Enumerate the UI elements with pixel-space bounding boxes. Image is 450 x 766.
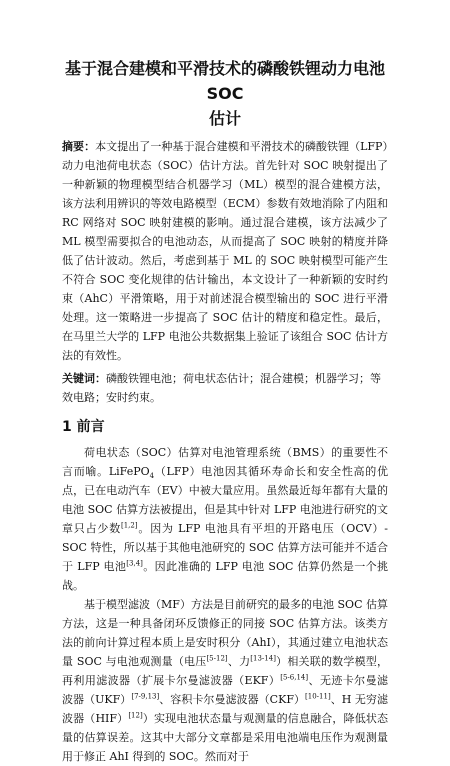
para2-text-c: ）相关联的数学模型，再利用滤波器（扩展卡尔曼滤波器（EKF） — [62, 655, 389, 687]
para2-text-f: 、H 无穷滤波器（HIF） — [62, 693, 389, 725]
body-paragraph-1 — [62, 443, 388, 595]
abstract-text: 本文提出了一种基于混合建模和平滑技术的磷酸铁锂（LFP）动力电池荷电状态（SOC）估计方法。首先针对 SOC 映射提出了一种新颖的物理模型结合机器学习（ML）模型的混合建模方法，该方法利用辨识的等效电路模型（ECM）参数有效地消除了内阻和 RC 网络对 SOC 映射建模的影响。通过混合建模，该方法减少了 ML 模型需要拟合的电池动态，从而提高了 SOC 映射的精度并降低了估计波动。然后，考虑到基于 ML 的 SOC 映射模型可能产生不符合 SOC 变化规律的估计输出，本文设计了一种新颖的安时约束（AhC）平滑策略，用于对前述混合模型输出的 SOC 进行平滑处理。这一策略进一步提高了 SOC 估计的精度和稳定性。最后，在马里兰大学的 LFP 电池公共数据集上验证了该组合 SOC 估计方法的有效性。 — [62, 140, 388, 362]
title-line-1: 基于混合建模和平滑技术的磷酸铁锂动力电池 SOC — [64, 59, 385, 103]
para1-text-c: 。因为 LFP 电池具有平坦的开路电压（OCV）-SOC 特性，所以基于其他电池研究的 SOC 估算方法可能并不适合于 LFP 电池 — [62, 522, 388, 573]
abstract-label: 摘要： — [62, 140, 96, 153]
para2-text-g: ）实现电池状态量与观测量的信息融合，降低状态量的估算误差。这其中大部分文章都是采用电池端电压作为观测量用于修正 AhI 得到的 SOC。然而对于 — [62, 712, 388, 763]
citation: [10-11] — [305, 692, 331, 701]
citation: [5-6,14] — [280, 673, 309, 682]
title-line-2: 估计 — [208, 109, 241, 128]
para1-text-b: （LFP）电池因其循环寿命长和安全性高的优点，已在电动汽车（EV）中被大量应用。虽然最近每年都有大量的电池 SOC 估算方法被提出，但是其中针对 LFP 电池进行研究的文章只占少数 — [62, 465, 388, 535]
para2-text-e: 、容积卡尔曼滤波器（CKF） — [159, 693, 306, 706]
para2-text-d: 、无迹卡尔曼滤波器（UKF） — [62, 674, 388, 706]
para2-text-a: 基于模型滤波（MF）方法是目前研究的最多的电池 SOC 估算方法，这是一种具备闭环反馈修正的同接 SOC 估算方法。该类方法的前向计算过程本质上是安时积分（AhI），其通过建立电池状态量 SOC 与电池观测量（电压 — [62, 598, 388, 668]
citation: [12] — [128, 711, 143, 720]
citation: [13-14] — [250, 654, 276, 663]
abstract — [62, 137, 388, 365]
body-paragraph-2 — [62, 595, 388, 766]
keywords-text: 磷酸铁锂电池；荷电状态估计；混合建模；机器学习；等效电路；安时约束。 — [62, 372, 381, 404]
para2-text-b: 、力 — [227, 655, 251, 668]
para1-subscript: 4 — [149, 472, 155, 481]
paper-title — [62, 56, 388, 131]
citation: [7-9,13] — [131, 692, 160, 701]
para1-text-d: 。因此准确的 LFP 电池 SOC 估算仍然是一个挑战。 — [62, 560, 388, 592]
citation: [3,4] — [126, 559, 143, 568]
citation: [5-12] — [206, 654, 228, 663]
keywords — [62, 369, 388, 407]
section-heading: 1 前言 — [62, 419, 105, 435]
keywords-label: 关键词： — [62, 372, 106, 385]
citation: [1,2] — [121, 521, 138, 530]
para1-text-a: 荷电状态（SOC）估算对电池管理系统（BMS）的重要性不言而喻。LiFePO — [62, 446, 388, 478]
